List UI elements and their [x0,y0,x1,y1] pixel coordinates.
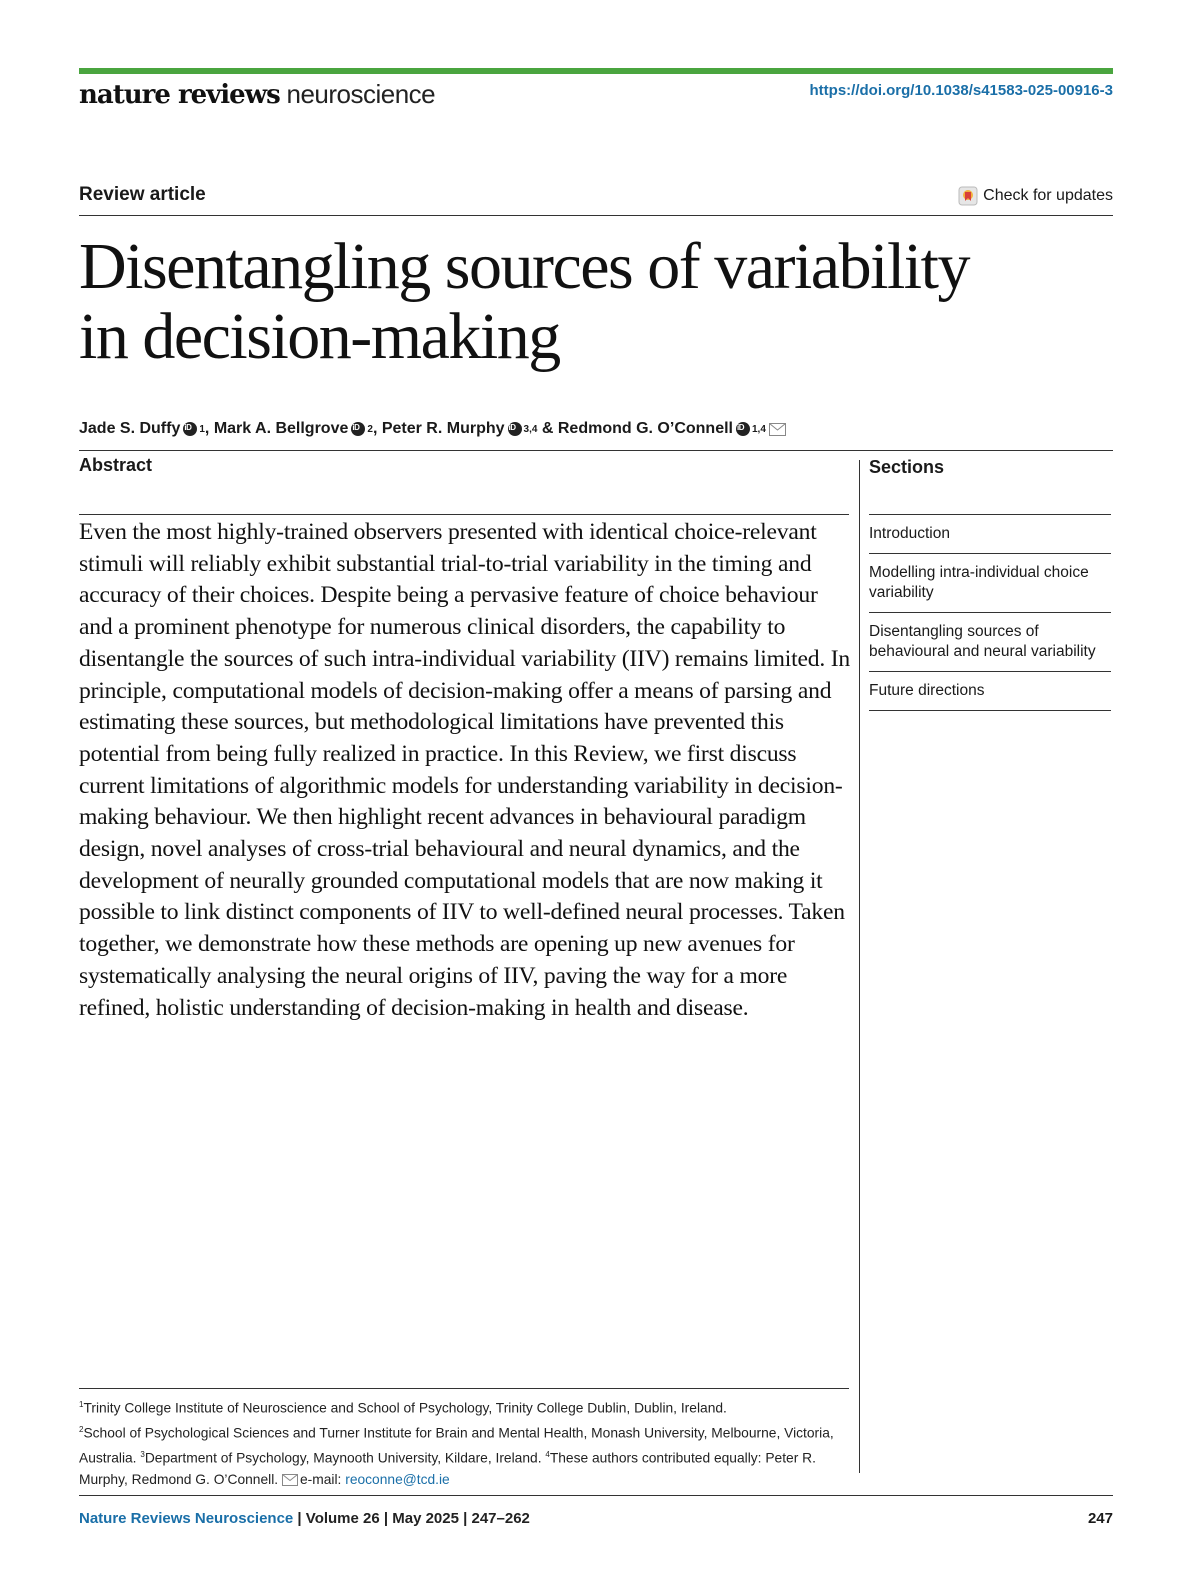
author-affiliation: 3,4 [523,423,538,435]
footer-volume-info: | Volume 26 | May 2025 | 247–262 [293,1510,530,1527]
abstract-divider [79,514,849,515]
affiliation-4: These authors contributed equally: Peter R. Murphy, Redmond G. O’Connell. [79,1450,816,1487]
author-separator: , [372,420,382,437]
article-type: Review article [79,184,206,205]
abstract-text: Even the most highly-trained observers presented with identical choice-relevant stimuli will reliably exhibit substantial trial-to-trial variability in the timing and accuracy of their choices. Despite being a pervasive feature of choice behaviour and a prominent phenotype for numerous clinical disorders, the capability to disentangle the sources of such intra-individual variability (IIV) remains limited. In principle, computational models of decision-making offer a means of parsing and estimating these sources, but methodological limitations have prevented this potential from being fully realized in practice. In this Review, we first discuss current limitations of algorithmic models for understanding variability in decision-making behaviour. We then highlight recent advances in behavioural paradigm design, novel analyses of cross-trial behavioural and neural dynamics, and the development of neurally grounded computational models that are now making it possible to link distinct components of IIV to well-defined neural processes. Taken together, we demonstrate how these methods are opening up new avenues for systematically analysing the neural origins of IIV, paving the way for a more refined, holistic understanding of decision-making in health and disease. [79,519,851,1021]
check-for-updates-button[interactable] [958,186,1113,206]
affiliations-footnote: $^1$Trinity College Institute of Neuroscience and School of Psychology, Trinity College Dublin, Dublin, Ireland. $^2$School of Psychological Sciences and Turner Institute for Brain and Mental Health, Monash University, Melbourne, Victoria, Australia. $^3$Department of Psychology, Maynooth University, Kildare, Ireland. $^4$These authors contributed equally: Peter R. Murphy, Redmond G. O’Connell. e-mail: reoconne@tcd.ie [79,1400,834,1487]
title-line-1: Disentangling sources of variability [79,230,969,303]
footnote-divider [79,1388,849,1389]
mail-icon [282,1474,298,1486]
orcid-icon[interactable] [183,422,197,436]
journal-name-light: neuroscience [286,79,436,109]
orcid-icon[interactable] [351,422,365,436]
section-link-disentangling[interactable]: Disentangling sources of behavioural and neural variability [869,613,1111,672]
footer-citation [79,1510,530,1527]
affiliation-3: Department of Psychology, Maynooth University, Kildare, Ireland. [144,1450,542,1466]
doi-link[interactable]: https://doi.org/10.1038/s41583-025-00916-3 [809,82,1113,99]
article-title [79,232,1119,372]
author-name[interactable]: Mark A. Bellgrove [213,420,349,437]
section-link-modelling[interactable]: Modelling intra-individual choice variability [869,554,1111,613]
page-number: 247 [1087,1510,1113,1527]
authors-divider [79,450,1113,451]
author-separator: , [204,420,214,437]
author-affiliation: 1,4 [751,423,766,435]
abstract-heading: Abstract [79,455,153,475]
affiliation-2: School of Psychological Sciences and Turner Institute for Brain and Mental Health, Monash University, Melbourne, Victoria, Australia. [79,1425,834,1466]
header-divider [79,215,1113,216]
author-affiliation: 2 [367,423,373,435]
sections-nav [869,514,1111,711]
section-link-introduction[interactable]: Introduction [869,515,1111,554]
footer-divider [79,1495,1113,1496]
affiliation-1: Trinity College Institute of Neuroscience and School of Psychology, Trinity College Dublin, Dublin, Ireland. [83,1400,727,1416]
author-name[interactable]: Peter R. Murphy [381,420,505,437]
column-divider [859,460,860,1473]
author-name[interactable]: Redmond G. O’Connell [557,420,733,437]
mail-icon[interactable] [769,423,786,436]
journal-color-bar [79,68,1113,74]
section-link-future-directions[interactable]: Future directions [869,672,1111,711]
email-link[interactable]: reoconne@tcd.ie [345,1471,450,1487]
footer-journal-link[interactable]: Nature Reviews Neuroscience [79,1510,294,1527]
check-updates-label: Check for updates [983,187,1113,204]
author-list [79,420,786,438]
email-label: e-mail: [299,1471,342,1487]
author-separator: & [537,420,558,437]
journal-logo [79,78,435,111]
check-updates-icon [958,186,978,206]
orcid-icon[interactable] [508,422,522,436]
journal-name-bold: nature reviews [79,80,280,110]
author-affiliation: 1 [199,423,205,435]
sections-heading: Sections [869,457,945,477]
title-line-2: in decision-making [79,300,560,373]
orcid-icon[interactable] [736,422,750,436]
author-name[interactable]: Jade S. Duffy [79,420,181,437]
